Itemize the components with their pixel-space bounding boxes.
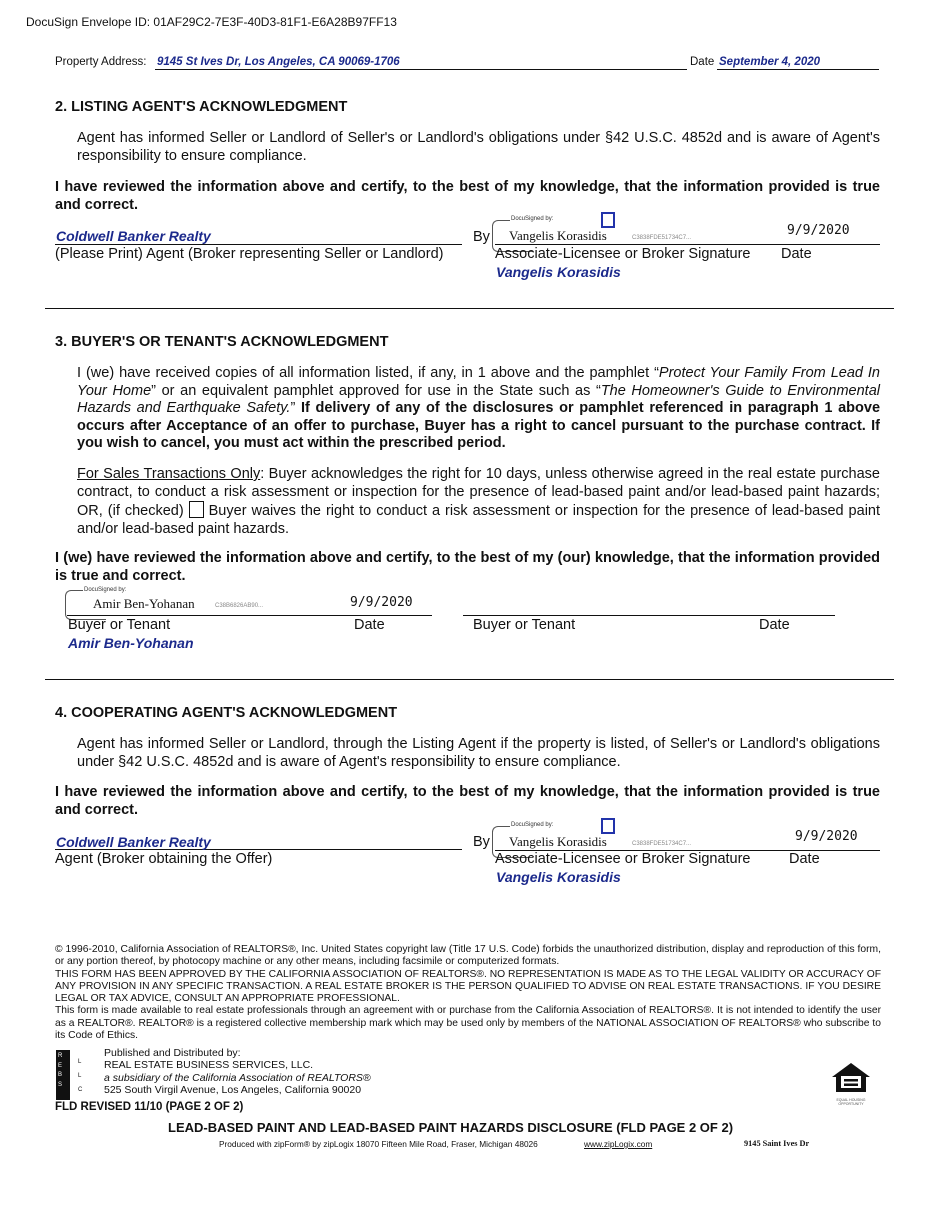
envelope-id: DocuSign Envelope ID: 01AF29C2-7E3F-40D3-81F1-E6A28B97FF13	[26, 15, 397, 29]
listing-printed-name: Vangelis Korasidis	[496, 264, 621, 280]
signature-caption: Associate-Licensee or Broker Signature	[495, 851, 751, 867]
listing-agent-name: Coldwell Banker Realty	[56, 228, 211, 244]
section-4-title: 4. COOPERATING AGENT'S ACKNOWLEDGMENT	[55, 705, 398, 721]
rebs-logo-letters: R E B S	[58, 1053, 63, 1088]
buyer-signature[interactable]: Amir Ben-Yohanan	[93, 596, 195, 611]
buyer-sign-date: 9/9/2020	[350, 595, 413, 610]
realtor-r-icon	[601, 818, 615, 834]
cooperating-agent-caption: Agent (Broker obtaining the Offer)	[55, 851, 273, 867]
section-3-paragraph-2: For Sales Transactions Only: Buyer acknowledges the right for 10 days, unless otherwise agreed in the real estate purchase contract, to conduct a risk assessment or inspection for the presence of lead-based paint and/or lead-based paint hazards; OR, (if checked) Buyer waives the right to conduct a risk assessment or inspection for the presence of lead-based paint and/or lead-based paint hazards.	[77, 466, 881, 537]
signature-caption: Associate-Licensee or Broker Signature	[495, 246, 751, 262]
realtor-r-icon	[601, 212, 615, 228]
ziplogix-link[interactable]: www.zipLogix.com	[584, 1139, 653, 1149]
buyer-caption: Buyer or Tenant	[68, 617, 171, 633]
date-caption: Date	[781, 246, 812, 262]
revision-label: FLD REVISED 11/10 (PAGE 2 OF 2)	[55, 1101, 244, 1113]
date-label: Date	[690, 56, 715, 68]
divider	[45, 308, 894, 309]
signature-id: C38B6826AB90...	[215, 603, 264, 609]
docusign-label: DocuSigned by:	[511, 216, 554, 222]
date-caption: Date	[789, 851, 820, 867]
section-2-certify: I have reviewed the information above and certify, to the best of my knowledge, that the information provided is true and correct.	[55, 179, 880, 213]
cooperating-agent-name: Coldwell Banker Realty	[56, 834, 211, 850]
section-2-title: 2. LISTING AGENT'S ACKNOWLEDGMENT	[55, 99, 348, 115]
section-4-certify: I have reviewed the information above and certify, to the best of my knowledge, that the information provided is true and correct.	[55, 784, 880, 818]
section-3-certify: I (we) have reviewed the information above and certify, to the best of my (our) knowledge, that the information provided is true and correct.	[55, 550, 880, 584]
listing-agent-caption: (Please Print) Agent (Broker representing Seller or Landlord)	[55, 246, 444, 262]
equal-housing-icon: EQUAL HOUSING OPPORTUNITY	[830, 1061, 872, 1106]
cooperating-agent-signature[interactable]: Vangelis Korasidis	[509, 834, 607, 849]
cooperating-printed-name: Vangelis Korasidis	[496, 869, 621, 885]
file-name: 9145 Saint Ives Dr	[744, 1139, 810, 1148]
footer-legal: © 1996-2010, California Association of REALTORS®, Inc. United States copyright law (Title 17 U.S. Code) forbids the unauthorized distribution, display and reproduction of this form, or any portion thereof, by photocopy machine or any other means, including facsimile or computerized formats. THIS FORM HAS BEEN APPROVED BY THE CALIFORNIA ASSOCIATION OF REALTORS®. NO REPRESENTATION IS MADE AS TO THE LEGAL VALIDITY OR ACCURACY OF ANY PROVISION IN ANY SPECIFIC TRANSACTION. A REAL ESTATE BROKER IS THE PERSON QUALIFIED TO ADVISE ON REAL ESTATE TRANSACTIONS. IF YOU DESIRE LEGAL OR TAX ADVICE, CONSULT AN APPROPRIATE PROFESSIONAL. This form is made available to real estate professionals through an agreement with or purchase from the California Association of REALTORS®. It is not intended to identify the user as a REALTOR®. REALTOR® is a registered collective membership mark which may be used only by members of the NATIONAL ASSOCIATION OF REALTORS® who subscribe to its Code of Ethics.	[55, 944, 881, 1042]
publisher-info: Published and Distributed by: REAL ESTATE BUSINESS SERVICES, LLC. a subsidiary of the California Association of REALTORS® 525 South Virgil Avenue, Los Angeles, California 90020	[104, 1047, 371, 1096]
form-title: LEAD-BASED PAINT AND LEAD-BASED PAINT HAZARDS DISCLOSURE (FLD PAGE 2 OF 2)	[168, 1120, 734, 1135]
date-caption: Date	[354, 617, 385, 633]
by-label: By	[473, 229, 490, 245]
by-label: By	[473, 834, 490, 850]
cooperating-sign-date: 9/9/2020	[795, 829, 858, 844]
section-4-body: Agent has informed Seller or Landlord, through the Listing Agent if the property is listed, of Seller's or Landlord's obligations under §42 U.S.C. 4852d and is aware of Agent's responsibility to ensure compliance.	[77, 736, 880, 770]
buyer-2-caption: Buyer or Tenant	[473, 617, 576, 633]
header-date: September 4, 2020	[719, 56, 821, 68]
signature-id: C3838FDE51734C7...	[632, 235, 692, 241]
signature-id: C3838FDE51734C7...	[632, 841, 692, 847]
listing-sign-date: 9/9/2020	[787, 223, 850, 238]
buyer-printed-name: Amir Ben-Yohanan	[68, 635, 194, 651]
section-3-title: 3. BUYER'S OR TENANT'S ACKNOWLEDGMENT	[55, 334, 389, 350]
section-2-body: Agent has informed Seller or Landlord of Seller's or Landlord's obligations under §42 U.S.C. 4852d and is aware of Agent's responsibility to ensure compliance.	[77, 130, 880, 164]
produced-by: Produced with zipForm® by zipLogix 18070 Fifteen Mile Road, Fraser, Michigan 48026	[219, 1139, 538, 1149]
property-address: 9145 St Ives Dr, Los Angeles, CA 90069-1706	[157, 56, 400, 68]
divider	[45, 679, 894, 680]
section-3-paragraph-1: I (we) have received copies of all information listed, if any, in 1 above and the pamphlet “Protect Your Family From Lead In Your Home” or an equivalent pamphlet approved for use in the State such as “The Homeowner's Guide to Environmental Hazards and Earthquake Safety.” If delivery of any of the disclosures or pamphlet referenced in paragraph 1 above occurs after Acceptance of an offer to purchase, Buyer has a right to cancel pursuant to the purchase contract. If you wish to cancel, you must act within the prescribed period.	[77, 365, 881, 451]
docusign-label: DocuSigned by:	[511, 822, 554, 828]
rebs-logo-letters: L L C	[78, 1059, 83, 1093]
address-label: Property Address:	[55, 56, 147, 68]
buyer-waives-checkbox[interactable]	[189, 501, 204, 518]
docusign-label: DocuSigned by:	[84, 587, 127, 593]
date-2-caption: Date	[759, 617, 790, 633]
listing-agent-signature[interactable]: Vangelis Korasidis	[509, 228, 607, 243]
